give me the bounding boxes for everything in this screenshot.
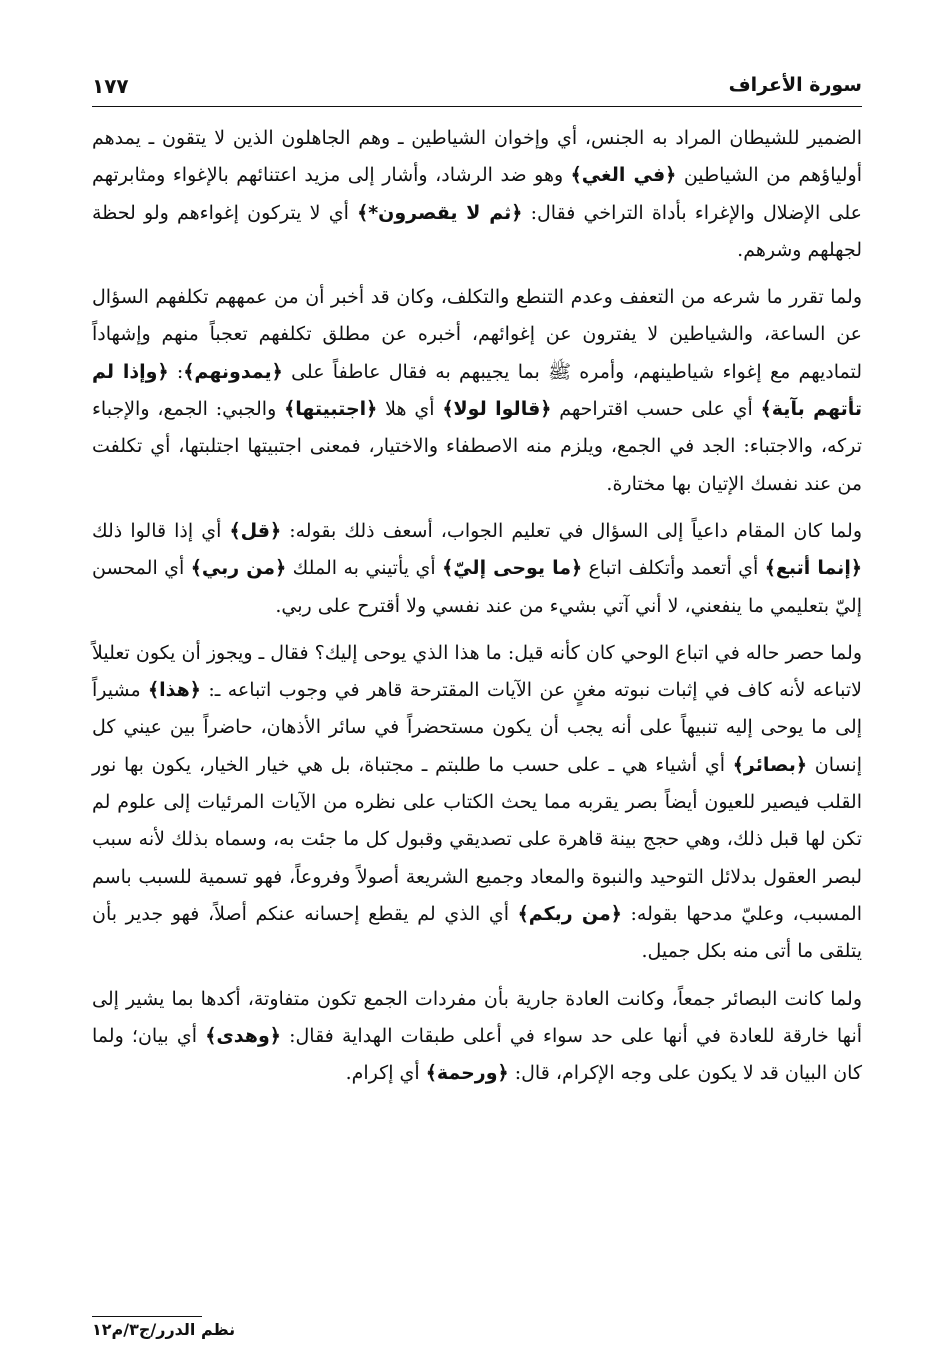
quran-quote: ﴿إنما أتبع﴾ <box>764 557 862 580</box>
paragraph <box>92 513 862 625</box>
surah-title: سورة الأعراف <box>728 74 862 96</box>
body-text: أي بيان؛ ولما كان البيان قد لا يكون على وجه الإكرام، قال: <box>92 1024 862 1085</box>
header-rule <box>92 106 862 107</box>
body-text: أي يأتيني به الملك <box>286 557 443 580</box>
body-text: أي لا يتركون إغواءهم ولو لحظة لجهلهم وشرهم. <box>92 201 862 261</box>
quran-quote: ﴿ما يوحى إليّ﴾ <box>442 557 583 580</box>
quran-quote: ﴿ورحمة﴾ <box>425 1062 509 1085</box>
body-text: أي إذا قالوا ذلك <box>92 519 230 542</box>
page-header <box>92 70 862 104</box>
body-text: ولما حصر حاله في اتباع الوحي كان كأنه قيل: ما هذا الذي يوحى إليك؟ فقال ـ ويجوز أن يكون تعليلاً لاتباعه لأنه كاف في إثبات نبوته مغنٍ عن الآيات المقترحة قاهر في وجوب اتباعه ـ: <box>92 641 862 702</box>
paragraph <box>92 981 862 1093</box>
body-text: أي الذي لم يقطع إحسانه عنكم أصلاً، فهو جدير بأن يتلقى ما أتى منه بكل جميل. <box>92 902 862 963</box>
quran-quote: ﴿يمدونهم﴾ <box>183 360 283 383</box>
body-text: ولما كانت البصائر جمعاً، وكانت العادة جارية بأن مفردات الجمع تكون متفاوتة، أكدها بما يشير إلى أنها خارقة للعادة في أنها على حد سواء في أعلى طبقات الهداية فقال: <box>92 987 863 1047</box>
quran-quote: ﴿بصائر﴾ <box>732 753 807 776</box>
body-text: أي هلا <box>377 398 443 421</box>
page-number: ١٧٧ <box>92 74 129 98</box>
quran-quote: ﴿هذا﴾ <box>148 679 201 702</box>
body-text: : <box>168 360 184 383</box>
body-text: ولما كان المقام داعياً إلى السؤال في تعليم الجواب، أسعف ذلك بقوله: <box>281 519 862 542</box>
quran-quote: ﴿من ربي﴾ <box>190 557 287 580</box>
quran-quote: ﴿وإذا لم تأتهم بآية﴾ <box>92 360 862 421</box>
body-text: الضمير للشيطان المراد به الجنس، أي وإخوان الشياطين ـ وهم الجاهلون الذين لا يتقون ـ يمدهم أولياؤهم من الشياطين <box>92 127 863 187</box>
body-text: مشيراً إلى ما يوحى إليه تنبيهاً على أنه يجب أن يكون مستحضراً في سائر الأذهان، حاضراً بين عيني كل إنسان <box>92 679 862 776</box>
body-text: وهو ضد الرشاد، وأشار إلى مزيد اعتنائهم بالإغواء ومثابرتهم على الإضلال والإغراء بأداة التراخي فقال: <box>92 164 862 224</box>
paragraph <box>92 279 862 503</box>
page-body <box>92 120 862 1092</box>
paragraph <box>92 635 862 971</box>
quran-quote: ﴿من ربكم﴾ <box>517 902 622 925</box>
quran-quote: ﴿اجتبيتها﴾ <box>284 398 378 421</box>
body-text: ولما تقرر ما شرعه من التعفف وعدم التنطع والتكلف، وكان قد أخبر أن من عمههم تكلفهم السؤال عن الساعة، والشياطين لا يفترون عن إغوائهم، أخبره عن مطلق تكلفهم تعجباً منهم وإشهاداً لتماديهم مع إغواء شياطينهم، وأمره ﷺ بما يجيبهم به فقال عاطفاً على <box>92 286 862 383</box>
quran-quote: ﴿ثم لا يقصرون*﴾ <box>357 201 523 224</box>
footer-rule <box>92 1316 202 1317</box>
body-text: أي أتعمد وأتكلف اتباع <box>582 557 765 580</box>
quran-quote: ﴿وهدى﴾ <box>205 1024 281 1047</box>
book-signature: نظم الدرر/ج٣/م١٢ <box>92 1320 236 1339</box>
body-text: أي إكرام. <box>345 1062 426 1085</box>
body-text: أي المحسن إليّ بتعليمي ما ينفعني، لا أني آتي بشيء من عند نفسي ولا أقترح على ربي. <box>92 557 862 617</box>
quran-quote: ﴿في الغي﴾ <box>570 164 677 187</box>
quran-quote: ﴿قالوا لولا﴾ <box>442 398 552 421</box>
paragraph <box>92 120 862 269</box>
body-text: أي على حسب اقتراحهم <box>551 398 761 421</box>
body-text: أي أشياء هي ـ على حسب ما طلبتم ـ مجتباة، بل هي خيار الخيار، يكون بها نور القلب فيصير للعيون أيضاً بصر يقربه مما يحث الكتاب على نظره من الآيات المرئيات إلى علوم لم تكن لها قبل ذلك، وهي حجج بينة قاهرة على تصديقي وقبول كل ما جئت به، وسماه بذلك لأنه سبب لبصر العقول بدلائل التوحيد والنبوة والمعاد وجميع الشريعة أصولاً وفروعاً، فهو تسمية للسبب باسم المسبب، وعليّ مدحها بقوله: <box>92 753 862 925</box>
quran-quote: ﴿قل﴾ <box>229 519 282 542</box>
body-text: والجبي: الجمع، والإجباء تركه، والاجتباء: الجد في الجمع، ويلزم منه الاصطفاء والاختيار، فمعنى اجتبيتها اجتلبتها، أي تكلفت من عند نفسك الإتيان بها مختارة. <box>92 398 862 495</box>
